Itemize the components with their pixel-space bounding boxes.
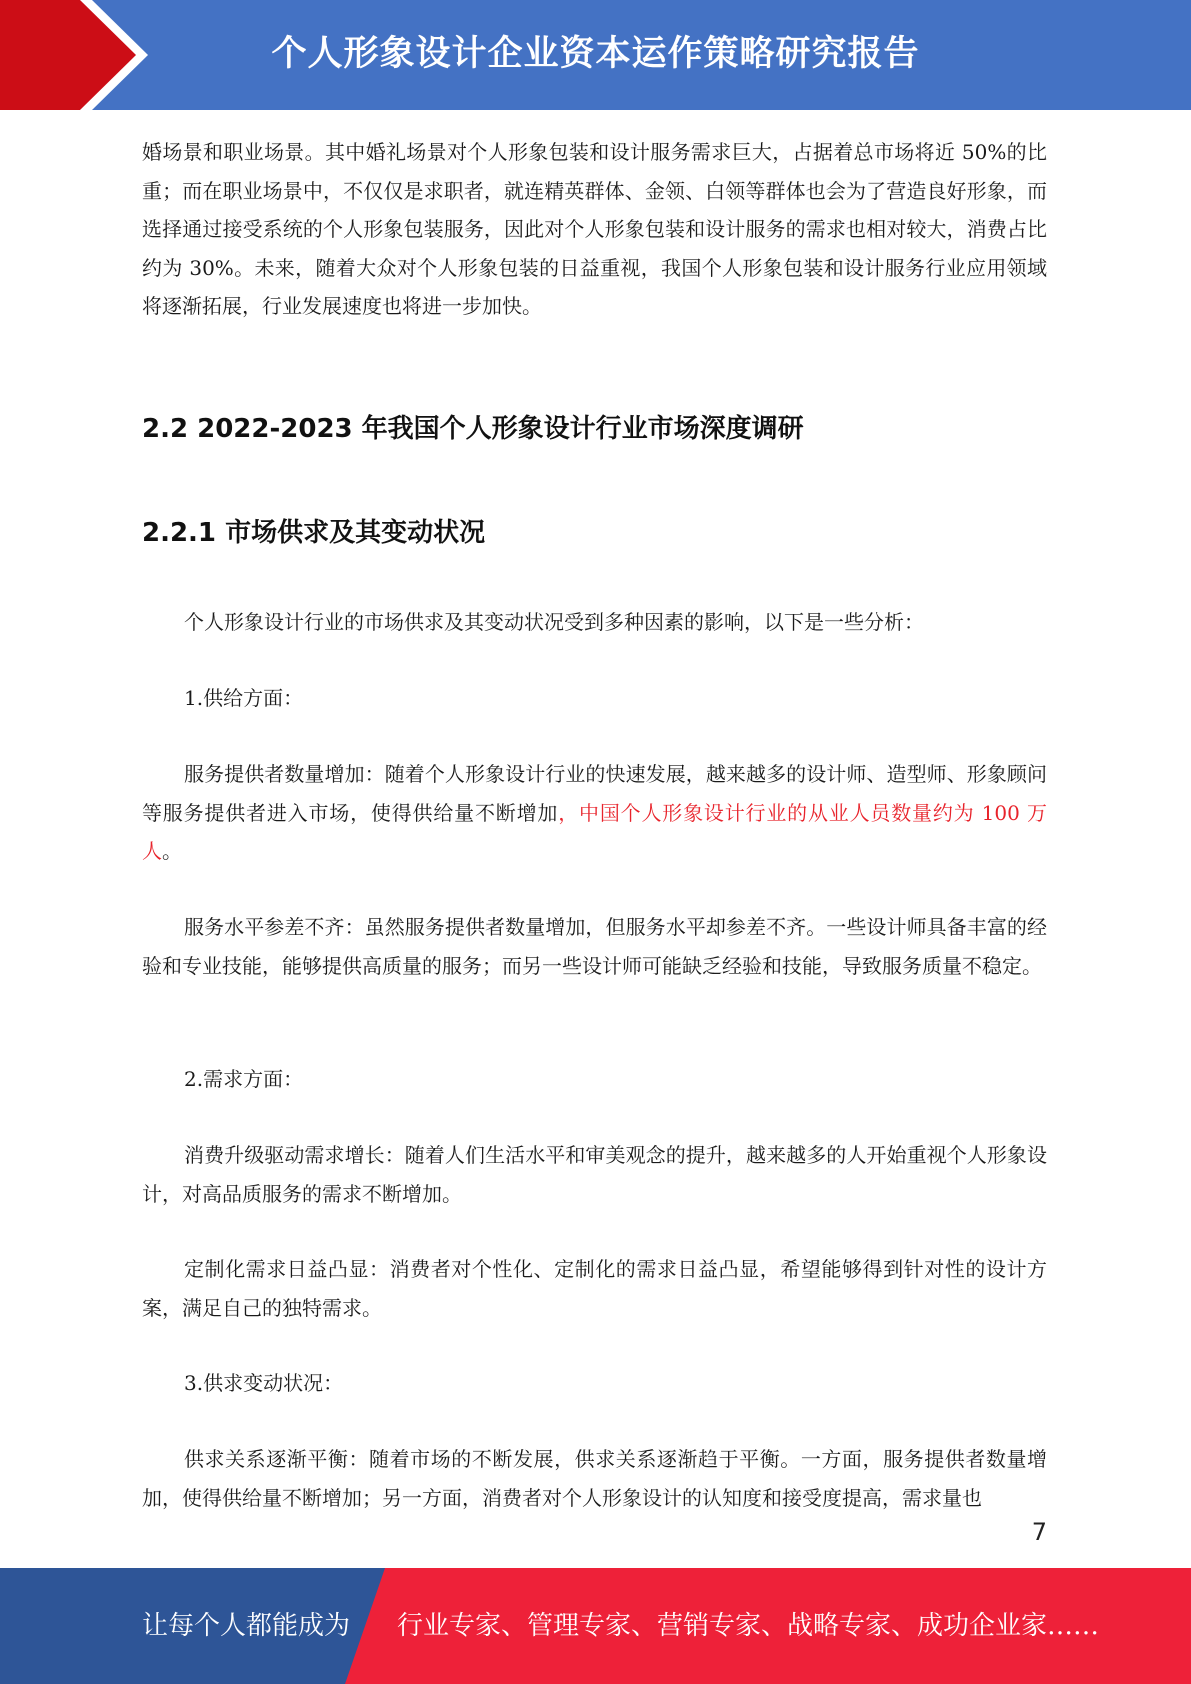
change-paragraph-1: [142, 1440, 1047, 1517]
supply-paragraph-2: [142, 908, 1047, 985]
page-header: [0, 0, 1191, 110]
intro-paragraph: [142, 133, 1047, 326]
intro-text: 婚场景和职业场景。其中婚礼场景对个人形象包装和设计服务需求巨大，占据着总市场将近 50%的比重；而在职业场景中，不仅仅是求职者，就连精英群体、金领、白领等群体也会为了营造良好形象，而选择通过接受系统的个人形象包装服务，因此对个人形象包装和设计服务的需求也相对较大，消费占比约为 30%。未来，随着大众对个人形象包装的日益重视，我国个人形象包装和设计服务行业应用领域将逐渐拓展，行业发展速度也将进一步加快。: [142, 140, 1047, 318]
supply-text-1-end: 。: [162, 839, 182, 863]
footer-slogan-right: 行业专家、管理专家、营销专家、战略专家、成功企业家……: [397, 1611, 1100, 1641]
demand-text-1: 消费升级驱动需求增长：随着人们生活水平和审美观念的提升，越来越多的人开始重视个人形象设计，对高品质服务的需求不断增加。: [142, 1143, 1047, 1206]
supply-heading: 1.供给方面：: [184, 686, 304, 710]
analysis-intro-text: 个人形象设计行业的市场供求及其变动状况受到多种因素的影响，以下是一些分析：: [184, 610, 924, 634]
page-number: 7: [1031, 1518, 1047, 1546]
footer-slogan-left: 让每个人都能成为: [142, 1611, 351, 1641]
demand-paragraph-1: [142, 1136, 1047, 1213]
demand-heading-paragraph: [142, 1060, 1047, 1099]
page-footer: [0, 1568, 1191, 1684]
change-heading-paragraph: [142, 1364, 1047, 1403]
change-heading: 3.供求变动状况：: [184, 1371, 344, 1395]
header-arrow-decoration: [0, 0, 160, 110]
demand-paragraph-2: [142, 1250, 1047, 1327]
supply-text-1: [142, 755, 1047, 871]
section-heading-2-2: 2.2 2022-2023 年我国个人形象设计行业市场深度调研: [142, 414, 804, 444]
header-title: 个人形象设计企业资本运作策略研究报告: [271, 34, 920, 74]
supply-text-2: 服务水平参差不齐：虽然服务提供者数量增加，但服务水平却参差不齐。一些设计师具备丰富的经验和专业技能，能够提供高质量的服务；而另一些设计师可能缺乏经验和技能，导致服务质量不稳定。: [142, 915, 1047, 978]
supply-heading-paragraph: [142, 679, 1047, 718]
supply-text-1-main: 服务提供者数量增加：随着个人形象设计行业的快速发展，越来越多的设计师、造型师、形象顾问等服务提供者进入市场，使得供给量不断增加: [142, 762, 1047, 825]
supply-paragraph-1: [142, 755, 1047, 871]
demand-heading: 2.需求方面：: [184, 1067, 304, 1091]
change-text-1: 供求关系逐渐平衡：随着市场的不断发展，供求关系逐渐趋于平衡。一方面，服务提供者数量增加，使得供给量不断增加；另一方面，消费者对个人形象设计的认知度和接受度提高，需求量也: [142, 1447, 1047, 1510]
section-heading-2-2-1: 2.2.1 市场供求及其变动状况: [142, 518, 486, 548]
supply-text-1-highlight: ，中国个人形象设计行业的从业人员数量约为 100 万人: [142, 800, 1048, 863]
demand-text-2: 定制化需求日益凸显：消费者对个性化、定制化的需求日益凸显，希望能够得到针对性的设计方案，满足自己的独特需求。: [142, 1257, 1047, 1320]
analysis-intro-paragraph: [142, 603, 1047, 642]
